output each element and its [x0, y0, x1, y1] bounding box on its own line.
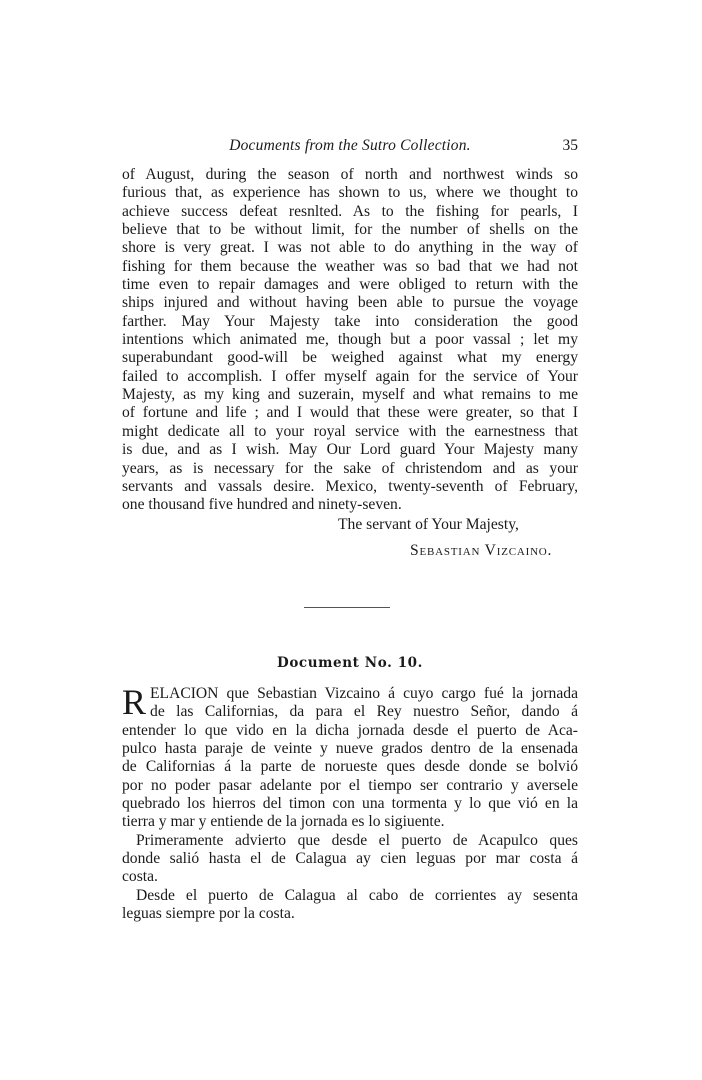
text-line: one thousand five hundred and ninety-seven.	[122, 496, 402, 514]
text-line: time even to repair damages and were obliged to return with the	[122, 276, 578, 294]
page-number: 35	[562, 137, 578, 154]
text-line: intentions which animated me, though but a poor vassal ; let my	[122, 331, 578, 349]
text-line: ships injured and without having been able to pursue the voyage	[122, 294, 578, 312]
text-line: of August, during the season of north and northwest winds so	[122, 166, 578, 183]
text-line: furious that, as experience has shown to us, where we thought to	[122, 184, 578, 202]
text-line: shore is very great. I was not able to do anything in the way of	[122, 239, 578, 257]
text-line: might dedicate all to your royal service with the earnestness that	[122, 422, 578, 440]
drop-cap: R	[122, 682, 147, 722]
signature: Sebastian Vizcaino.	[410, 542, 553, 559]
text-line: of fortune and life ; and I would that these were greater, so that I	[122, 404, 578, 422]
text-line: donde salió hasta el de Calagua ay cien leguas por mar costa á	[122, 850, 578, 868]
text-line: Desde el puerto de Calagua al cabo de corrientes ay sesenta	[136, 886, 578, 904]
text-line: fishing for them because the weather was so bad that we had not	[122, 257, 578, 275]
text-line: costa.	[122, 868, 158, 886]
closing-salutation: The servant of Your Majesty,	[338, 516, 519, 533]
text-line: failed to accomplish. I offer myself again for the service of Your	[122, 367, 578, 385]
text-line: por no poder pasar adelante por el tiempo ser contrario y aversele	[122, 776, 578, 794]
text-line: servants and vassals desire. Mexico, twenty-seventh of February,	[122, 477, 578, 495]
running-head	[122, 137, 578, 159]
text-line: believe that to be without limit, for the number of shells on the	[122, 221, 578, 239]
text-line: pulco hasta paraje de veinte y nueve grados dentro de la ensenada	[122, 740, 578, 758]
document-title: Document No. 10.	[277, 655, 423, 671]
text-line: years, as is necessary for the sake of christendom and as your	[122, 459, 578, 477]
text-line: farther. May Your Majesty take into consideration the good	[122, 312, 578, 330]
letter-paragraph	[122, 166, 578, 515]
text-line: Primeramente advierto que desde el puerto de Acapulco ques	[136, 831, 578, 849]
text-line: tierra y mar y entiende de la jornada es lo sigiuente.	[122, 813, 445, 831]
text-line: de las Californias, da para el Rey nuestro Señor, dando á	[150, 703, 578, 721]
text-line: entender lo que vido en la dicha jornada desde el puerto de Aca-	[122, 721, 578, 739]
text-line: achieve success defeat resnlted. As to the fishing for pearls, I	[122, 202, 578, 220]
document-paragraph	[122, 682, 578, 923]
text-line: quebrado los hierros del timon con una tormenta y lo que vió en la	[122, 795, 578, 813]
running-title: Documents from the Sutro Collection.	[229, 137, 471, 154]
text-line: Majesty, as my king and suzerain, myself and what remains to me	[122, 386, 578, 404]
text-line: is due, and as I wish. May Our Lord guard Your Majesty many	[122, 441, 578, 459]
text-line: ELACION que Sebastian Vizcaino á cuyo cargo fué la jornada	[150, 685, 578, 702]
text-line: de Californias á la parte de norueste ques desde donde se bolvió	[122, 758, 578, 776]
section-divider	[304, 607, 390, 608]
text-line: leguas siempre por la costa.	[122, 905, 295, 923]
text-line: superabundant good-will be weighed against what my energy	[122, 349, 578, 367]
